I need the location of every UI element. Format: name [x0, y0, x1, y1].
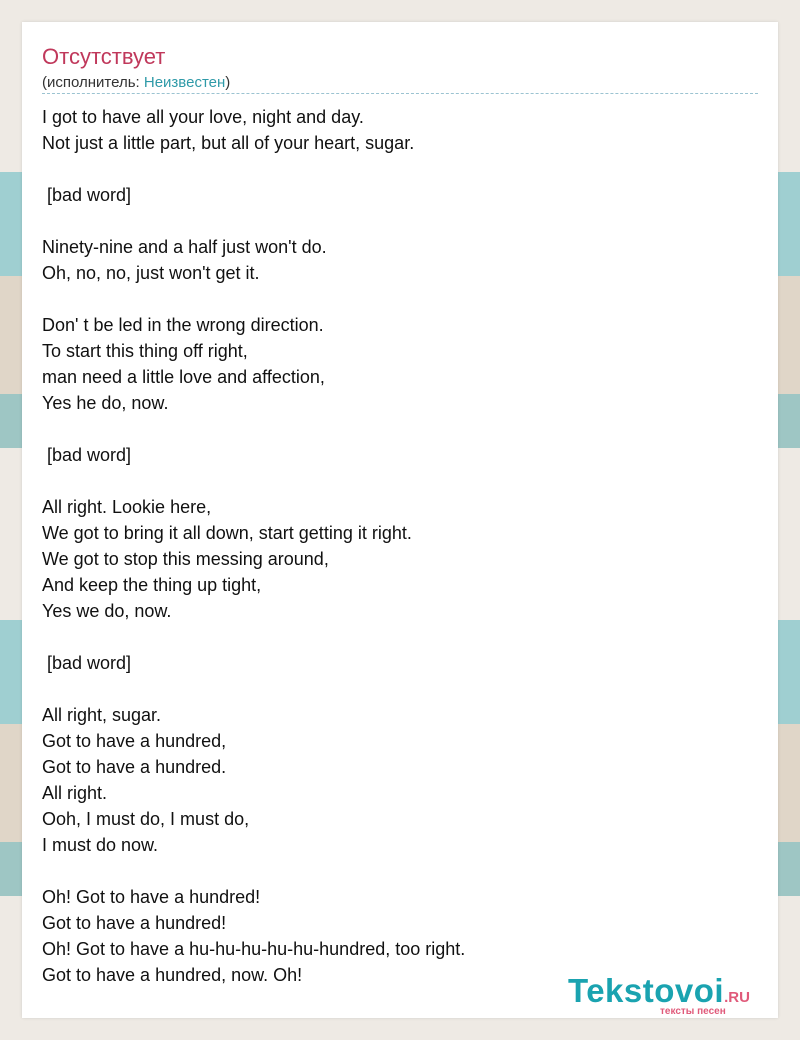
lyric-line: All right, sugar. [42, 705, 162, 725]
lyric-line: Ninety-nine and a half just won't do. [42, 237, 327, 257]
lyric-line [42, 416, 758, 442]
lyric-line: Oh! Got to have a hu-hu-hu-hu-hu-hundred, too right. [42, 939, 466, 959]
lyric-line [42, 286, 758, 312]
lyric-line [42, 156, 758, 182]
lyric-line: man need a little love and affection, [42, 367, 325, 387]
lyric-line: Oh, no, no, just won't get it. [42, 263, 260, 283]
title-divider [42, 93, 758, 94]
lyric-line: Got to have a hundred. [42, 757, 227, 777]
artist-line [42, 74, 230, 91]
artist-link[interactable]: Неизвестен [143, 74, 226, 91]
lyric-line: Got to have a hundred, now. Oh! [42, 965, 303, 985]
lyric-line [42, 676, 758, 702]
lyric-line: I got to have all your love, night and day. [42, 107, 364, 127]
site-logo[interactable] [568, 972, 788, 1022]
lyric-line: To start this thing off right, [42, 341, 248, 361]
lyric-line: Got to have a hundred, [42, 731, 227, 751]
lyric-line [42, 858, 758, 884]
lyric-line: I must do now. [42, 835, 159, 855]
logo-name: Tekstovoi [568, 972, 725, 1009]
lyrics-body [42, 104, 758, 988]
lyric-line: [bad word] [42, 653, 132, 673]
lyric-line [42, 624, 758, 650]
song-title: Отсутствует [42, 44, 166, 69]
artist-prefix: (исполнитель: [42, 74, 144, 91]
logo-tld: .RU [724, 989, 750, 1006]
logo-tagline: тексты песен [660, 1006, 726, 1017]
artist-suffix: ) [225, 74, 231, 91]
lyric-line: Not just a little part, but all of your heart, sugar. [42, 133, 415, 153]
lyric-line [42, 208, 758, 234]
lyric-line: All right. Lookie here, [42, 497, 212, 517]
lyric-line: [bad word] [42, 445, 132, 465]
lyric-line: Ooh, I must do, I must do, [42, 809, 250, 829]
lyrics-card [22, 22, 778, 1018]
lyric-line: Yes we do, now. [42, 601, 172, 621]
lyric-line: Oh! Got to have a hundred! [42, 887, 261, 907]
lyric-line: Got to have a hundred! [42, 913, 227, 933]
lyric-line: [bad word] [42, 185, 132, 205]
lyric-line: We got to bring it all down, start getting it right. [42, 523, 412, 543]
lyric-line: All right. [42, 783, 108, 803]
lyric-line: And keep the thing up tight, [42, 575, 262, 595]
lyric-line: Yes he do, now. [42, 393, 169, 413]
lyric-line [42, 468, 758, 494]
lyric-line: We got to stop this messing around, [42, 549, 329, 569]
lyric-line: Don' t be led in the wrong direction. [42, 315, 324, 335]
